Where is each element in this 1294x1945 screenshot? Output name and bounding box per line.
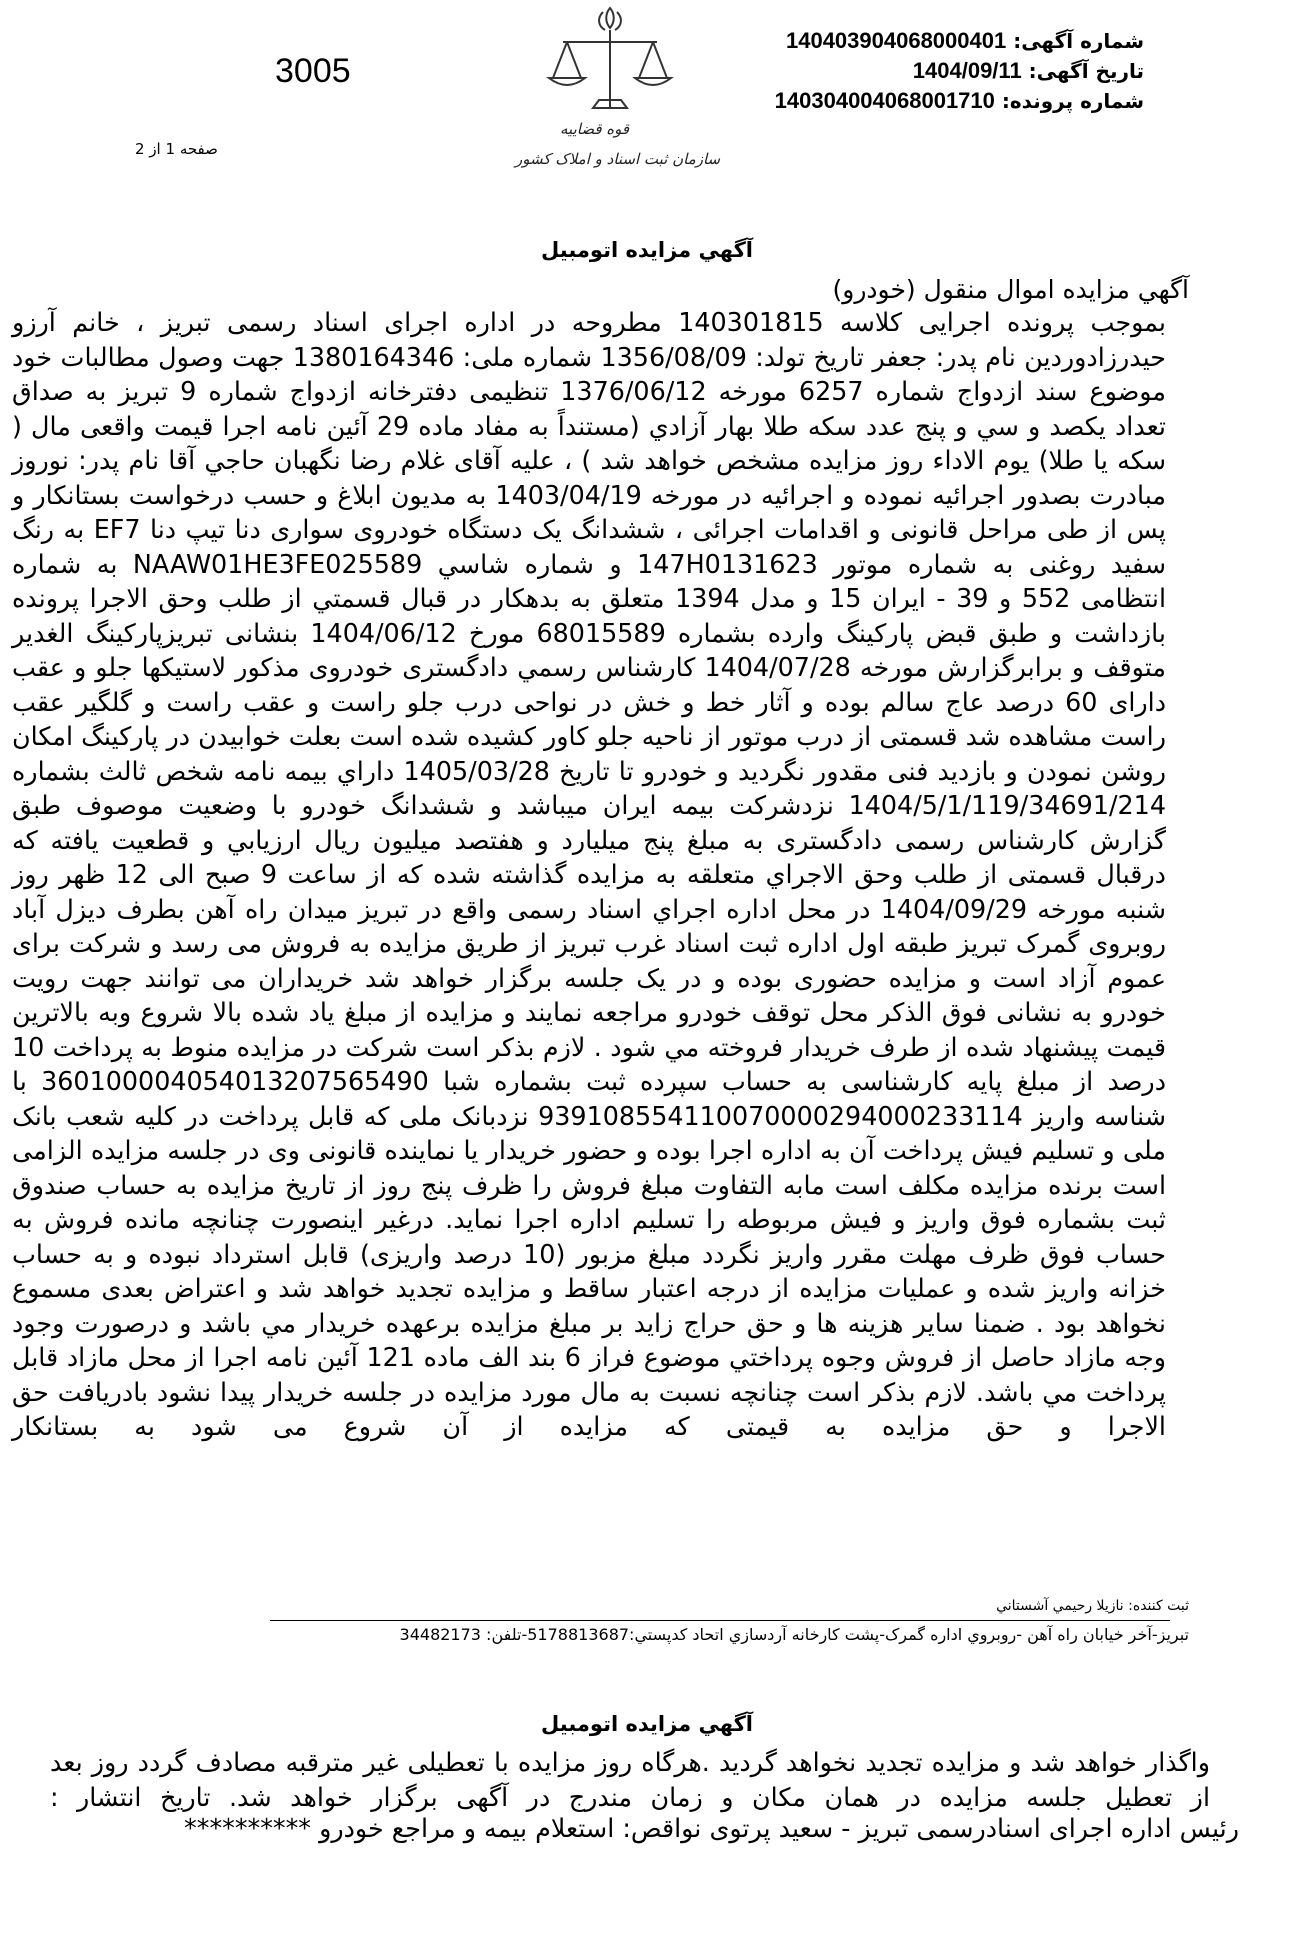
ad-date-label: تاریخ آگهی:	[1028, 59, 1144, 83]
body-paragraph: بموجب پرونده اجرایی کلاسه 140301815 مطروحه در اداره اجرای اسناد رسمی تبریز ، خانم آرزو حیدرزادوردین نام پدر: جعفر تاریخ تولد: 1356/08/09 شماره ملی: 1380164346 جهت وصول مطالبات خود موضوع سند ازدواج شماره 6257 مورخه 1376/06/12 تنظیمی دفترخانه ازدواج شماره 9 تبریز به صداق تعداد یکصد و سي و پنج عدد سکه طلا بهار آزادي (مستنداً به مفاد ماده 29 آئین نامه اجرا قیمت واقعی مال ( سکه یا طلا) یوم الاداء روز مزایده مشخص خواهد شد ) ، علیه آقای غلام رضا نگهبان حاجي آقا نام پدر: نوروز مبادرت بصدور اجرائیه نموده و اجرائیه در مورخه 1403/04/19 به مدیون ابلاغ و حسب درخواست بستانکار و پس از طی مراحل قانونی و اقدامات اجرائی ، ششدانگ یک دستگاه خودروی سواری دنا تیپ دنا EF7 به رنگ سفید روغنی به شماره موتور 147H0131623 و شماره شاسي NAAW01HE3FE025589 به شماره انتظامی 552 و 39 - ایران 15 و مدل 1394 متعلق به بدهکار در قبال قسمتي از طلب وحق الاجرا پرونده بازداشت و طبق قبض پارکینگ وارده بشماره 68015589 مورخ 1404/06/12 بنشانی تبریزپارکینگ الغدیر متوقف و برابرگزارش مورخه 1404/07/28 کارشناس رسمي دادگستری خودروی مذکور لاستیکها جلو و عقب دارای 60 درصد عاج سالم بوده و آثار خط و خش در نواحی درب جلو راست و عقب راست و گلگیر عقب راست مشاهده شد قسمتی از درب موتور از ناحیه جلو کاور کشیده شده است بعلت خوابیدن در پارکینگ امکان روشن نمودن و بازدید فنی مقدور نگردید و خودرو تا تاریخ 1405/03/28 داراي بیمه نامه شخص ثالث بشماره 1404/5/1/119/34691/214 نزدشرکت بیمه ایران میباشد و ششدانگ خودرو با وضعیت موصوف طبق گزارش کارشناس رسمی دادگستری به مبلغ پنج میلیارد و هفتصد میلیون ریال ارزیابي و قطعیت یافته که درقبال قسمتی از طلب وحق الاجراي متعلقه به مزایده گذاشته شده که از ساعت 9 صبح الی 12 ظهر روز شنبه مورخه 1404/09/29 در محل اداره اجراي اسناد رسمی واقع در تبریز میدان راه آهن بطرف دیزل آباد روبروی گمرک تبریز طبقه اول اداره ثبت اسناد غرب تبریز از طریق مزایده به فروش می رسد و شرکت برای عموم آزاد است و مزایده حضوری بوده و در یک جلسه برگزار خواهد شد خریداران می توانند جهت رویت خودرو به نشانی فوق الذکر محل توقف خودرو مراجعه نمایند و مزایده از مبلغ یاد شده بالا شروع وبه بالاترین قیمت پیشنهاد شده از طرف خریدار فروخته مي شود . لازم بذکر است شرکت در مزایده منوط به پرداخت 10 درصد از مبلغ پایه کارشناسی به حساب سپرده ثبت بشماره شبا 360100004054013207565490 با شناسه واریز 939108554110070000294000233114 نزدبانک ملی که قابل پرداخت در کلیه شعب بانک ملی و تسلیم فیش پرداخت آن به اداره اجرا بوده و حضور خریدار یا نماینده قانونی وی در جلسه مزایده الزامی است برنده مزایده مکلف است مابه التفاوت مبلغ فروش را ظرف پنج روز از تاریخ مزایده به حساب صندوق ثبت بشماره فوق واریز و فیش مربوطه را تسلیم اداره اجرا نماید. درغیر اینصورت چنانچه مانده فروش به حساب فوق ظرف مهلت مقرر واریز نگردد مبلغ مزبور (10 درصد واریزی) قابل استرداد نبوده و به حساب خزانه واریز شده و عملیات مزایده از درجه اعتبار ساقط و مزایده تجدید خواهد شد و اعتراض بعدی مسموع نخواهد بود . ضمنا سایر هزینه ها و حق حراج زاید بر مبلغ مزایده برعهده خریدار مي باشد و درصورت وجود وجه مازاد حاصل از فروش وجوه پرداختي موضوع فراز 6 بند الف ماده 121 آئین نامه اجرا از محل مازاد قابل پرداخت مي باشد. لازم بذکر است چنانچه نسبت به مال مورد مزایده در جلسه خریدار پیدا نشود بادریافت حق الاجرا و حق مزایده به قیمتی که مزایده از آن شروع می شود به بستانکار	[12, 307, 1167, 1441]
case-number-value: 14030400406800171​0	[774, 88, 995, 113]
footer-divider	[270, 1620, 1170, 1621]
emblem-caption-judiciary: قوه قضاییه	[560, 120, 630, 138]
document-title: آگهي مزايده اتومبيل	[541, 238, 753, 262]
office-address: تبریز-آخر خیابان راه آهن -روبروي اداره گمرک-پشت کارخانه آردسازي اتحاد کدپستي:5178813687-تلفن: 34482173	[399, 1625, 1189, 1644]
registrar-name: ثبت کننده: نازیلا رحیمي آشستاني	[996, 1598, 1189, 1614]
document-body	[12, 305, 1166, 1444]
ad-number-value: 14040390406800040​1	[785, 28, 1007, 53]
case-number-label: شماره پرونده:	[1001, 89, 1144, 113]
document-code-number: 3005	[275, 52, 351, 90]
ad-date-value: 1404/09/11	[912, 58, 1022, 83]
emblem-caption-organization: سازمان ثبت اسناد و املاک کشور	[515, 150, 721, 168]
bottom-title: آگهي مزايده اتومبيل	[541, 1712, 753, 1736]
case-number-row	[724, 86, 1144, 116]
ad-number-label: شماره آگهی:	[1013, 29, 1144, 53]
bottom-paragraph: واگذار خواهد شد و مزایده تجدید نخواهد گردید .هرگاه روز مزایده با تعطیلی غیر مترقبه مصادف گردد روز بعد از تعطیل جلسه مزایده در همان مکان و زمان مندرج در آگهی برگزار خواهد شد. تاریخ انتشار :	[50, 1747, 1210, 1812]
bottom-signature-line: رئیس اداره اجرای اسنادرسمی تبریز - سعید پرتوی نواقص: استعلام بیمه و مراجع خودرو **********	[184, 1813, 1239, 1843]
document-subtitle: آگهي مزايده اموال منقول (خودرو)	[832, 275, 1189, 304]
page-indicator: صفحه 1 از 2	[135, 140, 218, 158]
ad-number-row	[724, 26, 1144, 56]
ad-meta-block	[724, 26, 1144, 116]
ad-date-row	[724, 56, 1144, 86]
